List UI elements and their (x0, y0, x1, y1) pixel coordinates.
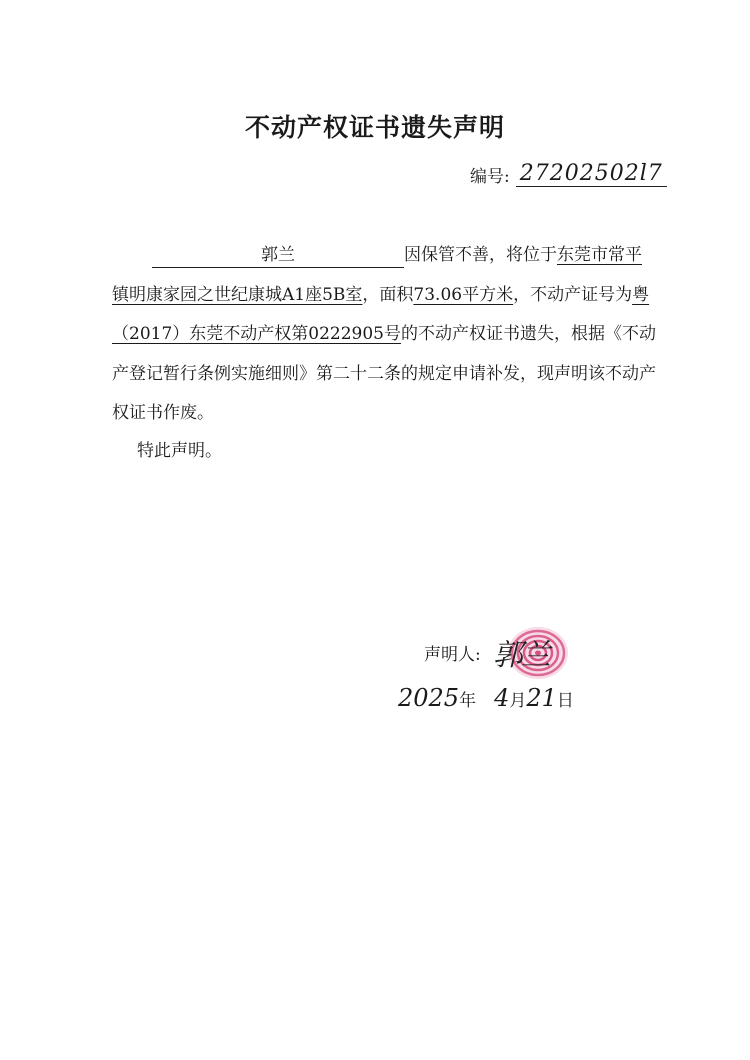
date-year: 2025 (398, 684, 460, 712)
handwritten-signature: 郭兰 (492, 638, 549, 673)
signature-area (485, 622, 595, 682)
date-day: 21 (526, 684, 557, 712)
certificate-number: 粤（2017）东莞不动产权第0222905号 (112, 284, 650, 344)
date-month: 4 (494, 684, 510, 712)
statement-text-1: 因保管不善，将位于 (404, 245, 557, 265)
document-number-label: 编号: (470, 167, 510, 187)
property-area: 73.06平方米 (413, 284, 514, 305)
signing-date (398, 684, 574, 712)
declarant-label: 声明人: (424, 644, 481, 665)
date-month-unit: 月 (509, 691, 527, 711)
declarant-signature-block (424, 622, 595, 682)
statement-text-3: ，不动产证号为 (513, 284, 633, 305)
document-number (470, 162, 667, 187)
date-day-unit: 日 (556, 691, 574, 711)
document-title: 不动产权证书遗失声明 (244, 113, 505, 142)
closing-statement: 特此声明。 (137, 441, 222, 461)
statement-body (112, 236, 657, 434)
document-number-value: 27202502l7 (516, 162, 667, 187)
statement-text-4: 的不动产权证书遗失，根据《不动产登记暂行条例实施细则》第二十二条的规定申请补发，现声明该不动产权证书作废。 (112, 324, 656, 423)
declarant-name: 郭兰 (152, 243, 404, 268)
statement-text-2: ，面积 (362, 284, 414, 305)
date-year-unit: 年 (459, 691, 477, 711)
property-address: 东莞市常平镇明康家园之世纪康城A1座5B室 (112, 245, 642, 305)
